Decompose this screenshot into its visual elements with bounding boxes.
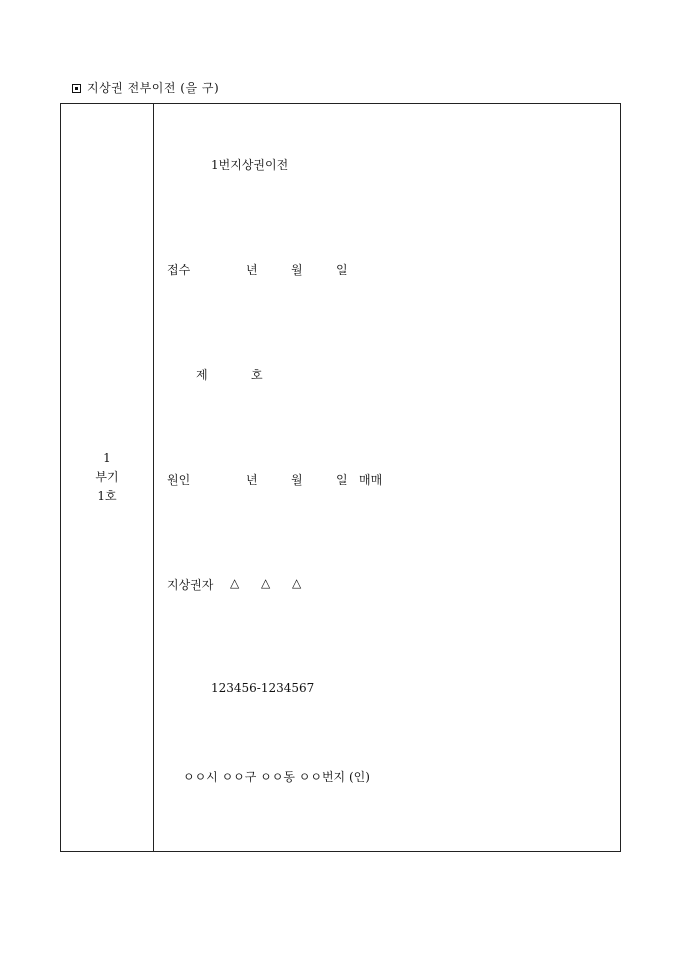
holder-mark-2: △ [261, 576, 271, 590]
page-heading [72, 79, 219, 96]
rank-number-cell [61, 449, 153, 506]
receipt-month: 월 [291, 263, 303, 277]
cause-label: 원인 [167, 473, 191, 487]
resident-id-number: 123456-1234567 [211, 681, 315, 695]
cause-day: 일 [336, 473, 348, 487]
holder-label: 지상권자 [167, 578, 214, 592]
cause-month: 월 [291, 473, 303, 487]
registry-form-table [60, 103, 621, 852]
cause-year: 년 [246, 473, 258, 487]
receipt-label: 접수 [167, 263, 191, 277]
rank-supplementary-label: 부기 [95, 470, 119, 484]
cause-type: 매매 [359, 473, 383, 487]
rank-sub-number: 1호 [97, 489, 117, 503]
column-divider [153, 104, 154, 851]
holder-mark-3: △ [292, 576, 302, 590]
rank-number: 1 [103, 451, 111, 465]
holder-address: ㅇㅇ시 ㅇㅇ구 ㅇㅇ동 ㅇㅇ번지 (인) [183, 770, 370, 784]
number-suffix: 호 [251, 368, 263, 382]
receipt-day: 일 [336, 263, 348, 277]
square-bullet-icon [72, 84, 81, 93]
registration-purpose: 1번지상권이전 [211, 158, 289, 172]
number-prefix: 제 [196, 368, 208, 382]
heading-text: 지상권 전부이전 (을 구) [87, 81, 220, 95]
holder-mark-1: △ [230, 576, 240, 590]
receipt-year: 년 [246, 263, 258, 277]
